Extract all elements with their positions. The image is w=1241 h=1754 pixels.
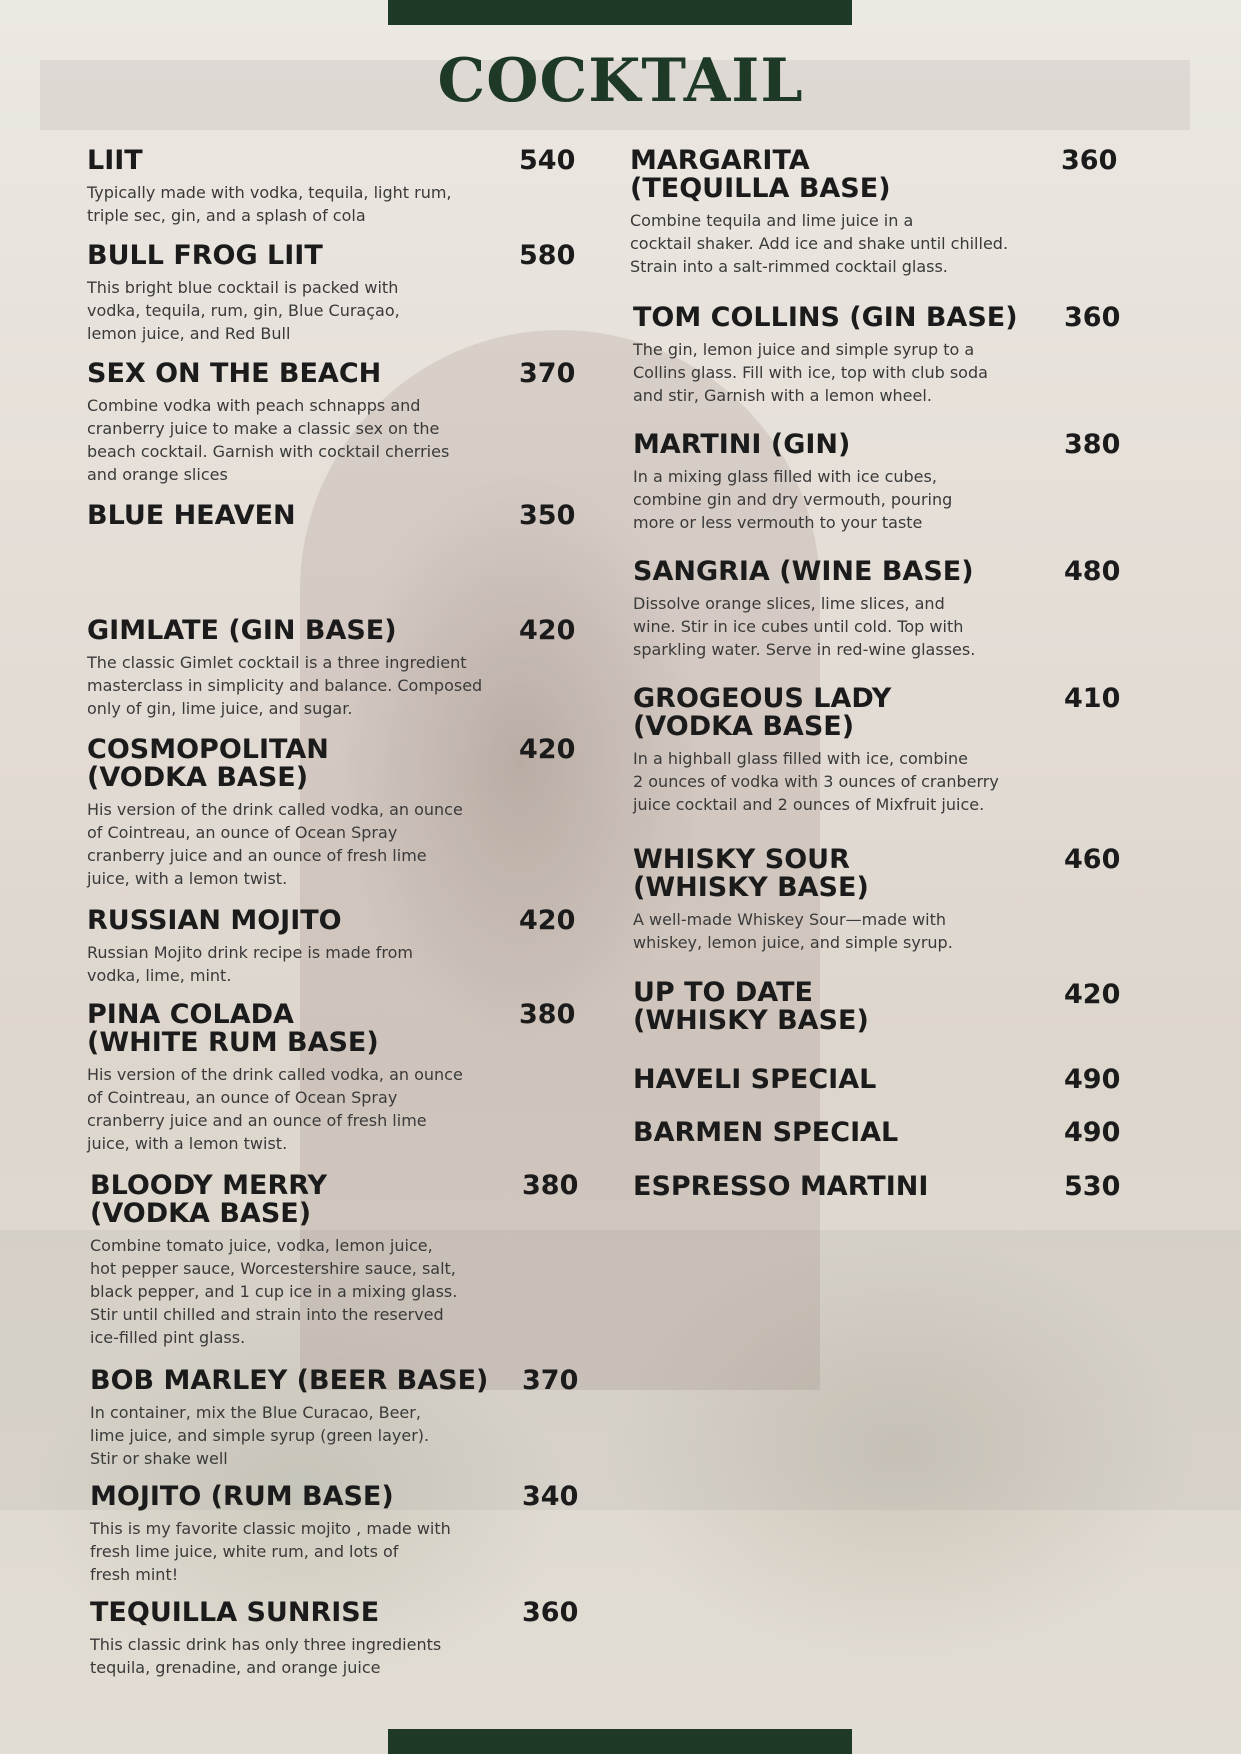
item-description: His version of the drink called vodka, an ounce of Cointreau, an ounce of Ocean Spray cranberry juice and an ounce of fresh lime juice, with a lemon twist. — [87, 1065, 463, 1153]
item-description: This bright blue cocktail is packed with vodka, tequila, rum, gin, Blue Curaçao, lemon juice, and Red Bull — [87, 278, 400, 343]
menu-item — [630, 145, 1118, 278]
menu-item — [90, 1365, 579, 1470]
item-name: LIIT — [87, 145, 143, 176]
menu-item — [633, 844, 1121, 954]
menu-item — [633, 1117, 1121, 1148]
item-description: Combine tomato juice, vodka, lemon juice, hot pepper sauce, Worcestershire sauce, salt, black pepper, and 1 cup ice in a mixing glass. Stir until chilled and strain into the reserved ice-filled pint glass. — [90, 1236, 458, 1347]
item-price: 340 — [522, 1481, 579, 1512]
item-name: HAVELI SPECIAL — [633, 1064, 877, 1095]
menu-item — [87, 999, 576, 1155]
menu-item — [633, 1171, 1121, 1202]
item-price: 580 — [519, 240, 576, 271]
item-name: BOB MARLEY (BEER BASE) — [90, 1365, 489, 1396]
item-name: TOM COLLINS (GIN BASE) — [633, 302, 1018, 333]
item-price: 370 — [522, 1365, 579, 1396]
item-price: 410 — [1064, 683, 1121, 714]
item-description: In container, mix the Blue Curacao, Beer, lime juice, and simple syrup (green layer). Stir or shake well — [90, 1403, 430, 1468]
bottom-accent-bar — [388, 1729, 852, 1754]
menu-item — [87, 734, 576, 890]
item-price: 480 — [1064, 556, 1121, 587]
menu-item — [87, 905, 576, 987]
item-description: In a highball glass filled with ice, combine 2 ounces of vodka with 3 ounces of cranberry juice cocktail and 2 ounces of Mixfruit juice. — [633, 749, 999, 814]
item-price: 360 — [1061, 145, 1118, 176]
item-price: 490 — [1064, 1117, 1121, 1148]
item-name: TEQUILLA SUNRISE — [90, 1597, 380, 1628]
item-price: 420 — [519, 615, 576, 646]
item-name: RUSSIAN MOJITO — [87, 905, 342, 936]
item-price: 350 — [519, 500, 576, 531]
menu-item — [633, 683, 1121, 816]
menu-item — [90, 1597, 579, 1679]
item-name: BULL FROG LIIT — [87, 240, 323, 271]
item-description: This is my favorite classic mojito , made with fresh lime juice, white rum, and lots of fresh mint! — [90, 1519, 451, 1584]
menu-item — [90, 1481, 579, 1586]
menu-item — [87, 145, 576, 227]
menu-item — [633, 556, 1121, 661]
menu-item — [87, 500, 576, 531]
page-title: COCKTAIL — [437, 46, 804, 116]
item-name: BLUE HEAVEN — [87, 500, 296, 531]
item-price: 420 — [519, 734, 576, 765]
item-price: 380 — [522, 1170, 579, 1201]
item-name: UP TO DATE (WHISKY BASE) — [633, 977, 869, 1036]
item-description: His version of the drink called vodka, an ounce of Cointreau, an ounce of Ocean Spray cranberry juice and an ounce of fresh lime juice, with a lemon twist. — [87, 800, 463, 888]
item-name: BARMEN SPECIAL — [633, 1117, 899, 1148]
item-price: 460 — [1064, 844, 1121, 875]
item-name: WHISKY SOUR (WHISKY BASE) — [633, 844, 869, 903]
menu-item — [633, 429, 1121, 534]
item-description: Combine vodka with peach schnapps and cranberry juice to make a classic sex on the beach cocktail. Garnish with cocktail cherries and orange slices — [87, 396, 450, 484]
menu-item — [633, 1064, 1121, 1095]
item-description: This classic drink has only three ingredients tequila, grenadine, and orange juice — [90, 1635, 442, 1677]
item-price: 380 — [1064, 429, 1121, 460]
item-description: Dissolve orange slices, lime slices, and wine. Stir in ice cubes until cold. Top with sparkling water. Serve in red-wine glasses. — [633, 594, 976, 659]
item-description: Combine tequila and lime juice in a cocktail shaker. Add ice and shake until chilled. Strain into a salt-rimmed cocktail glass. — [630, 211, 1009, 276]
item-name: SEX ON THE BEACH — [87, 358, 382, 389]
item-price: 360 — [522, 1597, 579, 1628]
item-price: 380 — [519, 999, 576, 1030]
item-price: 420 — [519, 905, 576, 936]
item-price: 420 — [1064, 979, 1121, 1010]
item-name: BLOODY MERRY (VODKA BASE) — [90, 1170, 328, 1229]
menu-item — [87, 358, 576, 486]
menu-item — [633, 977, 1121, 1036]
menu-item — [87, 615, 576, 720]
item-name: PINA COLADA (WHITE RUM BASE) — [87, 999, 379, 1058]
item-price: 530 — [1064, 1171, 1121, 1202]
item-description: Typically made with vodka, tequila, light rum, triple sec, gin, and a splash of cola — [87, 183, 452, 225]
menu-item — [90, 1170, 579, 1349]
item-price: 490 — [1064, 1064, 1121, 1095]
item-description: Russian Mojito drink recipe is made from vodka, lime, mint. — [87, 943, 413, 985]
top-accent-bar — [388, 0, 852, 25]
item-name: GIMLATE (GIN BASE) — [87, 615, 397, 646]
item-name: MOJITO (RUM BASE) — [90, 1481, 394, 1512]
item-description: A well-made Whiskey Sour—made with whiskey, lemon juice, and simple syrup. — [633, 910, 953, 952]
item-description: The classic Gimlet cocktail is a three ingredient masterclass in simplicity and balance. Composed only of gin, lime juice, and sugar. — [87, 653, 483, 718]
menu-item — [633, 302, 1121, 407]
item-description: The gin, lemon juice and simple syrup to a Collins glass. Fill with ice, top with club soda and stir, Garnish with a lemon wheel. — [633, 340, 988, 405]
item-price: 370 — [519, 358, 576, 389]
item-name: SANGRIA (WINE BASE) — [633, 556, 974, 587]
item-price: 540 — [519, 145, 576, 176]
item-name: ESPRESSO MARTINI — [633, 1171, 929, 1202]
menu-item — [87, 240, 576, 345]
item-description: In a mixing glass filled with ice cubes, combine gin and dry vermouth, pouring more or less vermouth to your taste — [633, 467, 953, 532]
item-name: MARGARITA (TEQUILLA BASE) — [630, 145, 891, 204]
item-name: COSMOPOLITAN (VODKA BASE) — [87, 734, 329, 793]
item-price: 360 — [1064, 302, 1121, 333]
item-name: MARTINI (GIN) — [633, 429, 851, 460]
item-name: GROGEOUS LADY (VODKA BASE) — [633, 683, 892, 742]
